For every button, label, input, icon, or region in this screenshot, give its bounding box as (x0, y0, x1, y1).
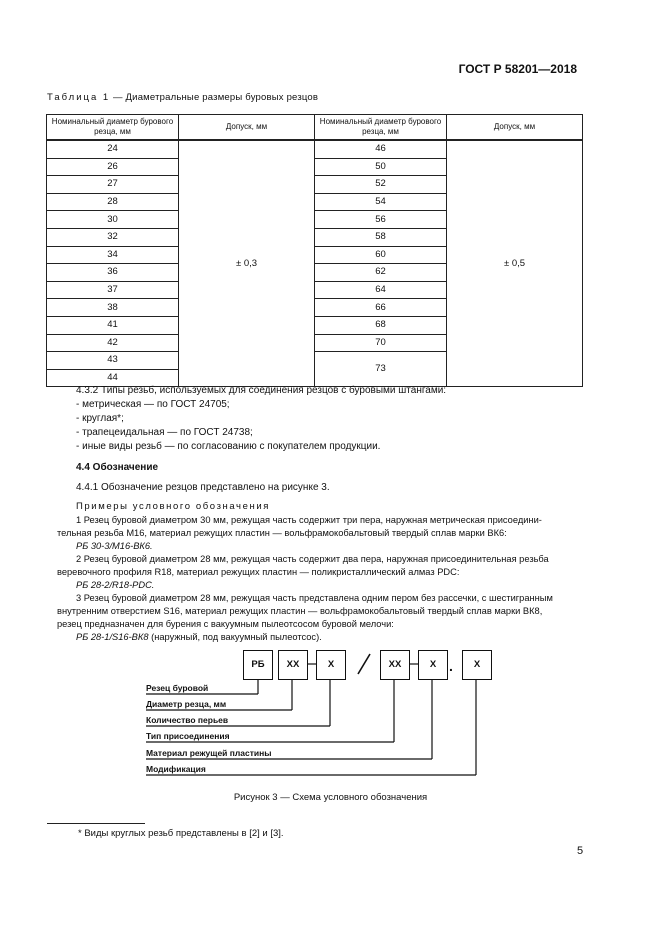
table-header-row (47, 115, 583, 141)
document-number: ГОСТ Р 58201—2018 (458, 62, 577, 76)
bullet-trapezoid: - трапецеидальная — по ГОСТ 24738; (76, 427, 253, 438)
scheme-box-modification: Х (462, 650, 492, 680)
section-4-3-2: 4.3.2 Типы резьб, используемых для соединения резцов с буровыми штангами: (76, 385, 447, 396)
label-modification: Модификация (146, 764, 206, 774)
figure-caption: Рисунок 3 — Схема условного обозначения (233, 792, 428, 803)
right-diameter-cell: 60 (315, 246, 447, 264)
diameter-table (46, 114, 583, 387)
footnote-divider (47, 823, 145, 824)
label-connection-type: Тип присоединения (146, 731, 230, 741)
right-diameter-cell: 56 (315, 211, 447, 229)
bullet-round: - круглая*; (76, 413, 124, 424)
scheme-box-type: РБ (243, 650, 273, 680)
example-2-line-1: 2 Резец буровой диаметром 28 мм, режущая часть содержит два пера, наружная присоединительная резьба (76, 554, 549, 564)
left-diameter-cell: 24 (47, 140, 179, 158)
left-diameter-cell: 44 (47, 369, 179, 387)
example-3-code: РБ 28-1/S16-ВК8 (76, 632, 149, 642)
scheme-dot: . (449, 658, 453, 674)
example-1-code: РБ 30-3/М16-ВК6. (76, 541, 153, 551)
left-diameter-cell: 42 (47, 334, 179, 352)
left-diameter-cell: 28 (47, 193, 179, 211)
footnote: * Виды круглых резьб представлены в [2] и [3]. (78, 828, 284, 839)
label-diameter: Диаметр резца, мм (146, 699, 227, 709)
right-diameter-cell: 66 (315, 299, 447, 317)
right-tolerance-cell: ± 0,5 (447, 140, 583, 387)
col-header-tolerance-left: Допуск, мм (179, 115, 315, 141)
left-diameter-cell: 27 (47, 176, 179, 194)
right-diameter-cell: 68 (315, 316, 447, 334)
label-cutter: Резец буровой (146, 683, 209, 693)
examples-title: Примеры условного обозначения (76, 501, 270, 512)
scheme-box-connection: ХХ (380, 650, 410, 680)
table-row (47, 140, 583, 158)
col-header-diameter-left: Номинальный диаметр бурового резца, мм (47, 115, 179, 141)
left-diameter-cell: 32 (47, 228, 179, 246)
right-diameter-cell: 70 (315, 334, 447, 352)
col-header-diameter-right: Номинальный диаметр бурового резца, мм (315, 115, 447, 141)
right-diameter-cell: 50 (315, 158, 447, 176)
scheme-box-blades: Х (316, 650, 346, 680)
right-diameter-cell: 64 (315, 281, 447, 299)
col-header-tolerance-right: Допуск, мм (447, 115, 583, 141)
example-2-line-2: веревочного профиля R18, материал режущих пластин — поликристаллический алмаз PDC: (57, 567, 460, 577)
example-2-code: РБ 28-2/R18-PDC. (76, 580, 155, 590)
example-3-line-2: внутренним отверстием S16, материал режущих пластин — вольфрамокобальтовый твердый сплав марки ВК8, (57, 606, 543, 616)
bullet-other: - иные виды резьб — по согласованию с покупателем продукции. (76, 441, 381, 452)
section-4-4-1: 4.4.1 Обозначение резцов представлено на рисунке 3. (76, 482, 330, 493)
designation-scheme-figure (140, 640, 500, 790)
right-diameter-cell: 46 (315, 140, 447, 158)
scheme-box-diameter: ХХ (278, 650, 308, 680)
table-caption (47, 92, 318, 103)
table-caption-prefix: Таблица 1 (47, 92, 111, 103)
example-3-note: (наружный, под вакуумный пылеотсос). (148, 632, 322, 642)
example-3-line-1: 3 Резец буровой диаметром 28 мм, режущая часть представлена одним пером без рассечки, с шестигранным (76, 593, 553, 603)
bullet-metric: - метрическая — по ГОСТ 24705; (76, 399, 230, 410)
label-insert-material: Материал режущей пластины (146, 748, 272, 758)
left-diameter-cell: 37 (47, 281, 179, 299)
section-heading-4-4: 4.4 Обозначение (76, 462, 159, 473)
right-diameter-cell: 54 (315, 193, 447, 211)
right-diameter-cell: 58 (315, 228, 447, 246)
example-1-line-1: 1 Резец буровой диаметром 30 мм, режущая часть содержит три пера, наружная метрическая присоедини- (76, 515, 542, 525)
example-1-line-2: тельная резьба М16, материал режущих пластин — вольфрамокобальтовый твердый сплав марки ВК6: (57, 528, 507, 538)
left-diameter-cell: 26 (47, 158, 179, 176)
left-tolerance-cell: ± 0,3 (179, 140, 315, 387)
example-3-line-3: резец предназначен для бурения с вакуумным пылеотсосом буровой мелочи: (57, 619, 394, 629)
left-diameter-cell: 41 (47, 316, 179, 334)
table-caption-title: — Диаметральные размеры буровых резцов (110, 92, 319, 103)
left-diameter-cell: 43 (47, 352, 179, 370)
left-diameter-cell: 38 (47, 299, 179, 317)
label-blade-count: Количество перьев (146, 715, 229, 725)
right-diameter-cell: 52 (315, 176, 447, 194)
left-diameter-cell: 36 (47, 264, 179, 282)
page-number: 5 (577, 845, 584, 857)
scheme-box-material: Х (418, 650, 448, 680)
left-diameter-cell: 30 (47, 211, 179, 229)
left-diameter-cell: 34 (47, 246, 179, 264)
right-diameter-cell: 62 (315, 264, 447, 282)
right-diameter-cell: 73 (315, 352, 447, 387)
